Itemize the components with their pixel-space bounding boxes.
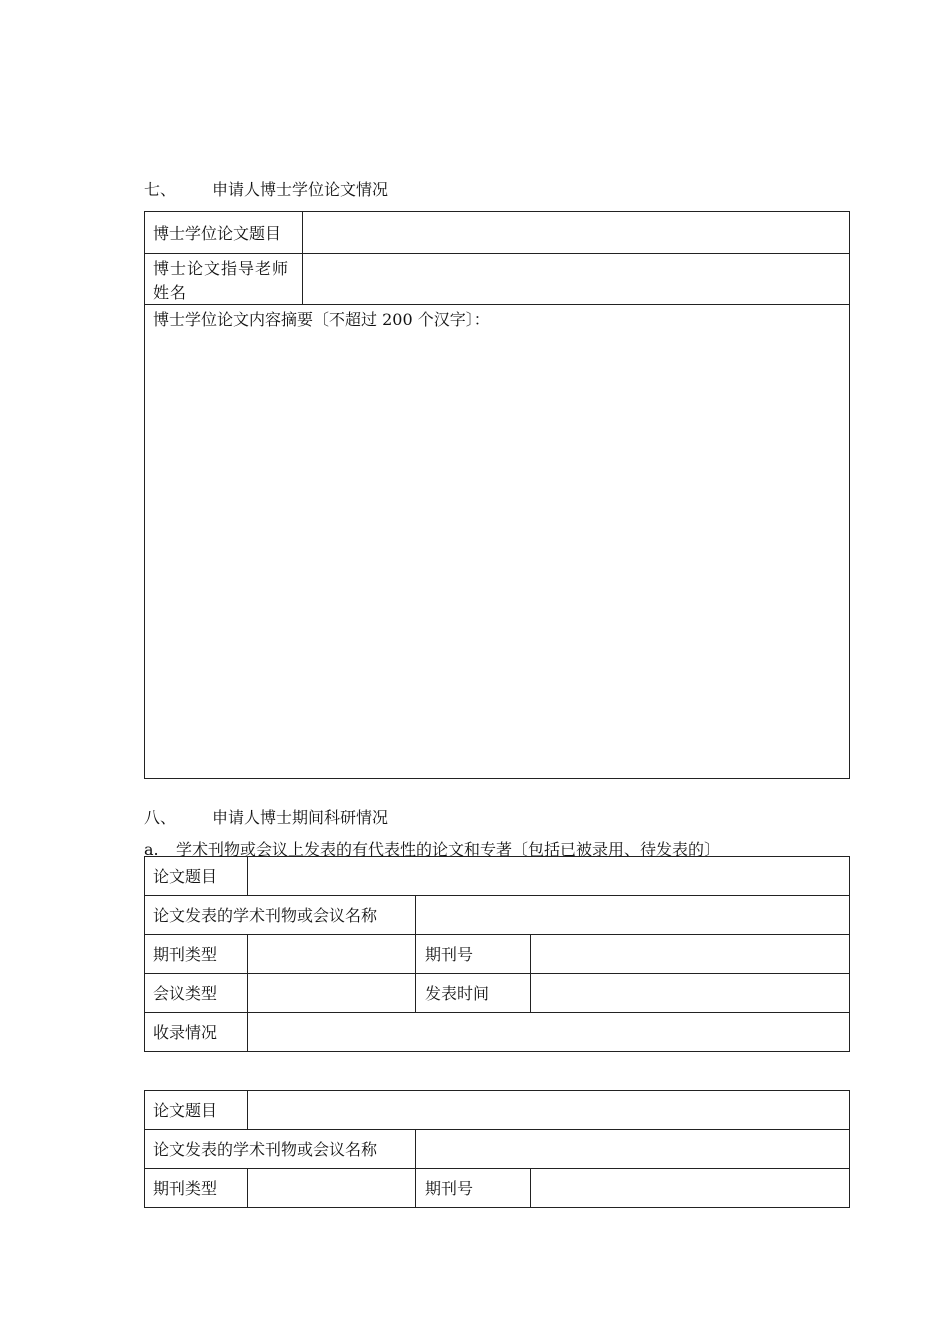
conf-type-field[interactable] — [248, 974, 415, 1012]
pub-time-label: 发表时间 — [425, 984, 490, 1003]
section-7-title: 申请人博士学位论文情况 — [212, 180, 389, 199]
subsection-a-text: 学术刊物或会议上发表的有代表性的论文和专著〔包括已被录用、待发表的〕 — [176, 840, 721, 859]
venue-field[interactable] — [416, 896, 849, 934]
journal-type-label: 期刊类型 — [153, 945, 218, 964]
section-8-title: 申请人博士期间科研情况 — [212, 808, 389, 827]
conf-type-label: 会议类型 — [153, 984, 218, 1003]
journal-no-field[interactable] — [531, 1169, 849, 1207]
thesis-title-label: 博士学位论文题目 — [153, 224, 282, 243]
advisor-field[interactable] — [303, 254, 849, 304]
subsection-a-marker: a. — [144, 840, 159, 859]
venue-label: 论文发表的学术刊物或会议名称 — [153, 1140, 378, 1159]
journal-type-label: 期刊类型 — [153, 1179, 218, 1198]
paper-title-label: 论文题目 — [153, 1101, 218, 1120]
section-8-heading — [144, 805, 388, 828]
advisor-label: 博士论文指导老师姓名 — [153, 259, 290, 302]
journal-type-field[interactable] — [248, 1169, 415, 1207]
paper-title-field[interactable] — [248, 857, 849, 895]
indexing-label: 收录情况 — [153, 1023, 218, 1042]
pub-time-field[interactable] — [531, 974, 849, 1012]
abstract-label: 博士学位论文内容摘要〔不超过 200 个汉字〕： — [153, 310, 490, 329]
indexing-field[interactable] — [248, 1013, 849, 1051]
venue-field[interactable] — [416, 1130, 849, 1168]
journal-no-field[interactable] — [531, 935, 849, 973]
journal-no-label: 期刊号 — [425, 1179, 474, 1198]
paper-title-label: 论文题目 — [153, 867, 218, 886]
section-7-heading — [144, 177, 388, 200]
paper-title-field[interactable] — [248, 1091, 849, 1129]
section-7-number: 七、 — [144, 180, 177, 199]
abstract-field[interactable] — [145, 334, 849, 778]
journal-type-field[interactable] — [248, 935, 415, 973]
venue-label: 论文发表的学术刊物或会议名称 — [153, 906, 378, 925]
section-8-number: 八、 — [144, 808, 177, 827]
journal-no-label: 期刊号 — [425, 945, 474, 964]
thesis-title-field[interactable] — [303, 212, 849, 253]
